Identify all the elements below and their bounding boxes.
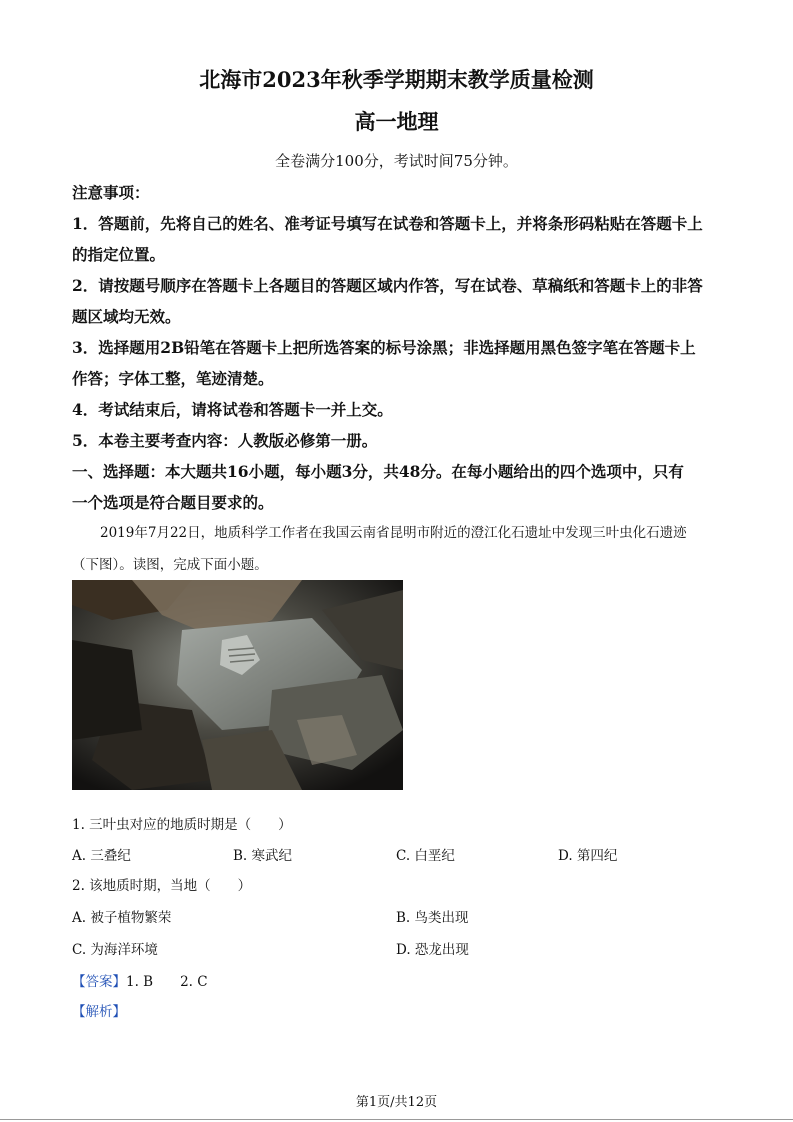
- answer-text: 1. B 2. C: [126, 974, 208, 990]
- section-heading: 一、选择题：本大题共16小题，每小题3分，共48分。在每小题给出的四个选项中，只有: [72, 462, 684, 481]
- note-line: 2．请按题号顺序在答题卡上各题目的答题区域内作答，写在试卷、草稿纸和答题卡上的非答: [72, 276, 703, 295]
- exam-info: 全卷满分100分，考试时间75分钟。: [275, 152, 518, 170]
- trilobite-fossil-photo: [72, 580, 403, 790]
- note-line: 题区域均无效。: [72, 307, 181, 326]
- note-line: 的指定位置。: [72, 245, 166, 264]
- question-option: D. 恐龙出现: [396, 942, 469, 958]
- question-option: B. 寒武纪: [233, 848, 293, 864]
- question-option: C. 白垩纪: [396, 848, 455, 864]
- bottom-divider: [0, 1119, 793, 1120]
- note-line: 3．选择题用2B铅笔在答题卡上把所选答案的标号涂黑；非选择题用黑色签字笔在答题卡上: [72, 338, 696, 357]
- question-option: D. 第四纪: [558, 848, 618, 864]
- section-heading: 一个选项是符合题目要求的。: [72, 493, 274, 512]
- analysis-label: 【解析】: [72, 1004, 126, 1020]
- note-line: 4．考试结束后，请将试卷和答题卡一并上交。: [72, 400, 393, 419]
- notes-heading: 注意事项：: [72, 183, 150, 202]
- passage-line: （下图）。读图，完成下面小题。: [72, 557, 268, 573]
- note-line: 作答；字体工整，笔迹清楚。: [72, 369, 274, 388]
- question-option: B. 鸟类出现: [396, 910, 469, 926]
- answer-line: [72, 973, 208, 991]
- subject-title: 高一地理: [354, 109, 439, 134]
- answer-label: 【答案】: [72, 974, 126, 990]
- note-line: 1．答题前，先将自己的姓名、准考证号填写在试卷和答题卡上，并将条形码粘贴在答题卡上: [72, 214, 703, 233]
- page-number: 第1页/共12页: [355, 1095, 438, 1110]
- exam-title: 北海市2023年秋季学期期末教学质量检测: [199, 67, 594, 92]
- question-option: A. 三叠纪: [72, 848, 131, 864]
- note-line: 5．本卷主要考查内容：人教版必修第一册。: [72, 431, 378, 450]
- question-option: A. 被子植物繁荣: [72, 910, 172, 926]
- question-stem: 1. 三叶虫对应的地质时期是（ ）: [72, 817, 292, 833]
- question-option: C. 为海洋环境: [72, 942, 158, 958]
- question-stem: 2. 该地质时期，当地（ ）: [72, 878, 252, 894]
- passage-line: 2019年7月22日，地质科学工作者在我国云南省昆明市附近的澄江化石遗址中发现三叶虫化石遗迹: [100, 525, 687, 541]
